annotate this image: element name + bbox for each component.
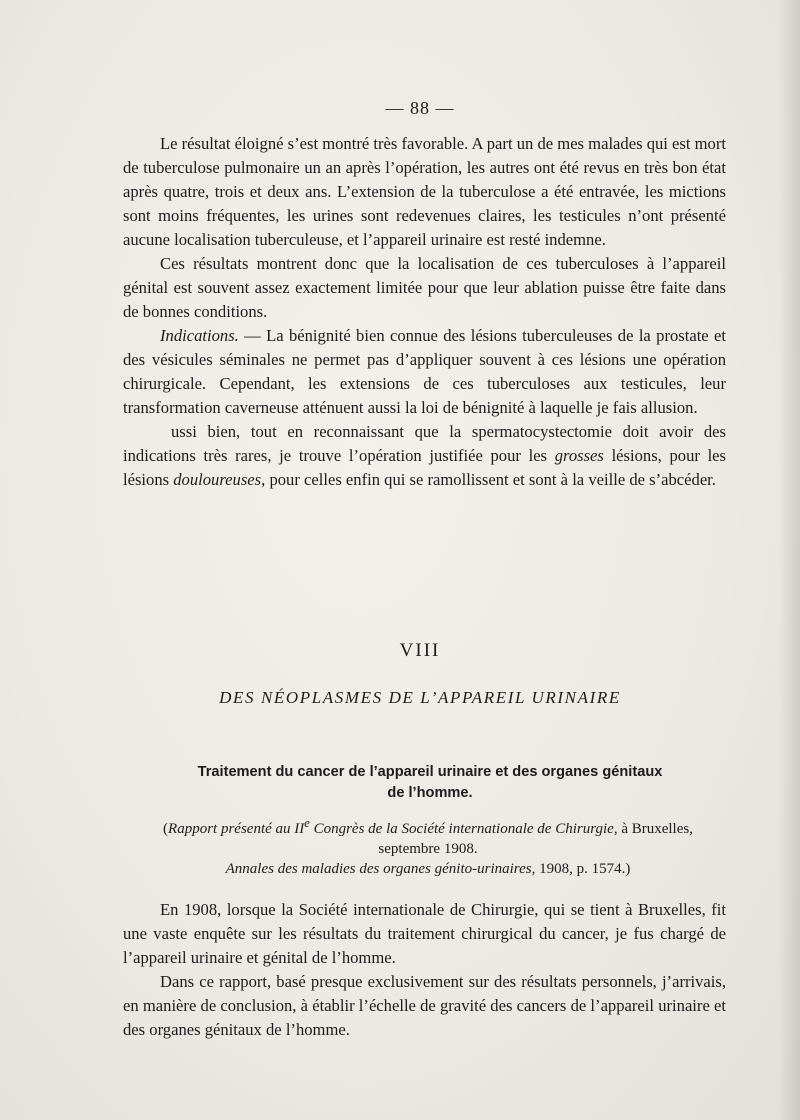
indications-label: Indications. xyxy=(160,326,239,345)
citation-date: septembre 1908. xyxy=(378,841,478,857)
citation-congres: Congrès de la Société internationale de Chirurgie xyxy=(309,821,614,837)
aussi-part3: , pour celles enfin qui se ramollissent et sont à la veille de s’abcéder. xyxy=(261,470,716,489)
citation-open: ( xyxy=(163,821,169,837)
citation-line3 xyxy=(118,859,738,879)
citation-journal: Annales des maladies des organes génito-urinaires xyxy=(225,861,532,877)
paragraph-enquete: En 1908, lorsque la Société internationale de Chirurgie, qui se tient à Bruxelles, fit une vaste enquête sur les résultats du traitement chirurgical du cancer, je fus chargé de l’appareil urinaire et génital de l’homme. xyxy=(123,900,726,967)
article-title-line1: Traitement du cancer de l’appareil urinaire et des organes génitaux xyxy=(197,764,663,780)
paragraph-result: Le résultat éloigné s’est montré très favorable. A part un de mes malades qui est mort de tuberculose pulmonaire un an après l’opération, les autres ont été revus en très bon état après quatre, trois et deux ans. L’extension de la tuberculose a été entravée, les mictions sont moins fréquentes, les urines sont redevenues claires, les testicules n’ont présenté aucune localisation tuberculeuse, et l’appareil urinaire est resté indemne. xyxy=(123,134,726,249)
indications-text: — La bénignité bien connue des lésions tuberculeuses de la prostate et des vésicules séminales ne permet pas d’appliquer souvent à ces lésions une opération chirurgicale. Cependant, les extensions de ces tuberculoses aux testicules, leur transformation caverneuse atténuent aussi la loi de bénignité à laquelle je fais allusion. xyxy=(123,326,726,417)
aussi-grosses: grosses xyxy=(554,446,604,465)
citation xyxy=(118,813,738,879)
article-title-line2: de l’homme. xyxy=(387,785,473,801)
aussi-douloureuses: douloureuses xyxy=(173,470,262,489)
bottom-text-block xyxy=(123,898,726,1042)
aussi-part1: ussi bien, tout en reconnaissant que la spermatocystectomie doit avoir des indications très rares, je trouve l’opération justifiée pour les xyxy=(123,422,726,465)
paragraph-rapport: Dans ce rapport, basé presque exclusivement sur des résultats personnels, j’arrivais, en manière de conclusion, à établir l’échelle de gravité des cancers de l’appareil urinaire et des organes génitaux de l’homme. xyxy=(123,972,726,1039)
citation-place: , à Bruxelles, xyxy=(613,821,693,837)
article-title xyxy=(130,762,730,804)
citation-rapport-text: Rapport présenté au II xyxy=(168,821,305,837)
citation-rapport xyxy=(168,816,614,837)
section-title: DES NÉOPLASMES DE L’APPAREIL URINAIRE xyxy=(219,688,621,707)
citation-ref: , 1908, p. 1574.) xyxy=(531,861,631,877)
page-edge-shadow xyxy=(778,0,800,1120)
paragraph-aussi xyxy=(123,420,726,492)
citation-sup: e xyxy=(304,816,310,830)
citation-line1 xyxy=(118,813,738,839)
section-number: VIII xyxy=(399,640,441,661)
paragraph-conclusion: Ces résultats montrent donc que la localisation de ces tuberculoses à l’appareil génital est souvent assez exactement limitée pour que leur ablation puisse être faite dans de bonnes conditions. xyxy=(123,254,726,321)
page-number: — 88 — xyxy=(385,98,455,118)
top-text-block xyxy=(123,132,726,492)
aussi-part2: lésions, pour les lésions xyxy=(123,446,727,489)
paragraph-indications xyxy=(123,324,726,420)
